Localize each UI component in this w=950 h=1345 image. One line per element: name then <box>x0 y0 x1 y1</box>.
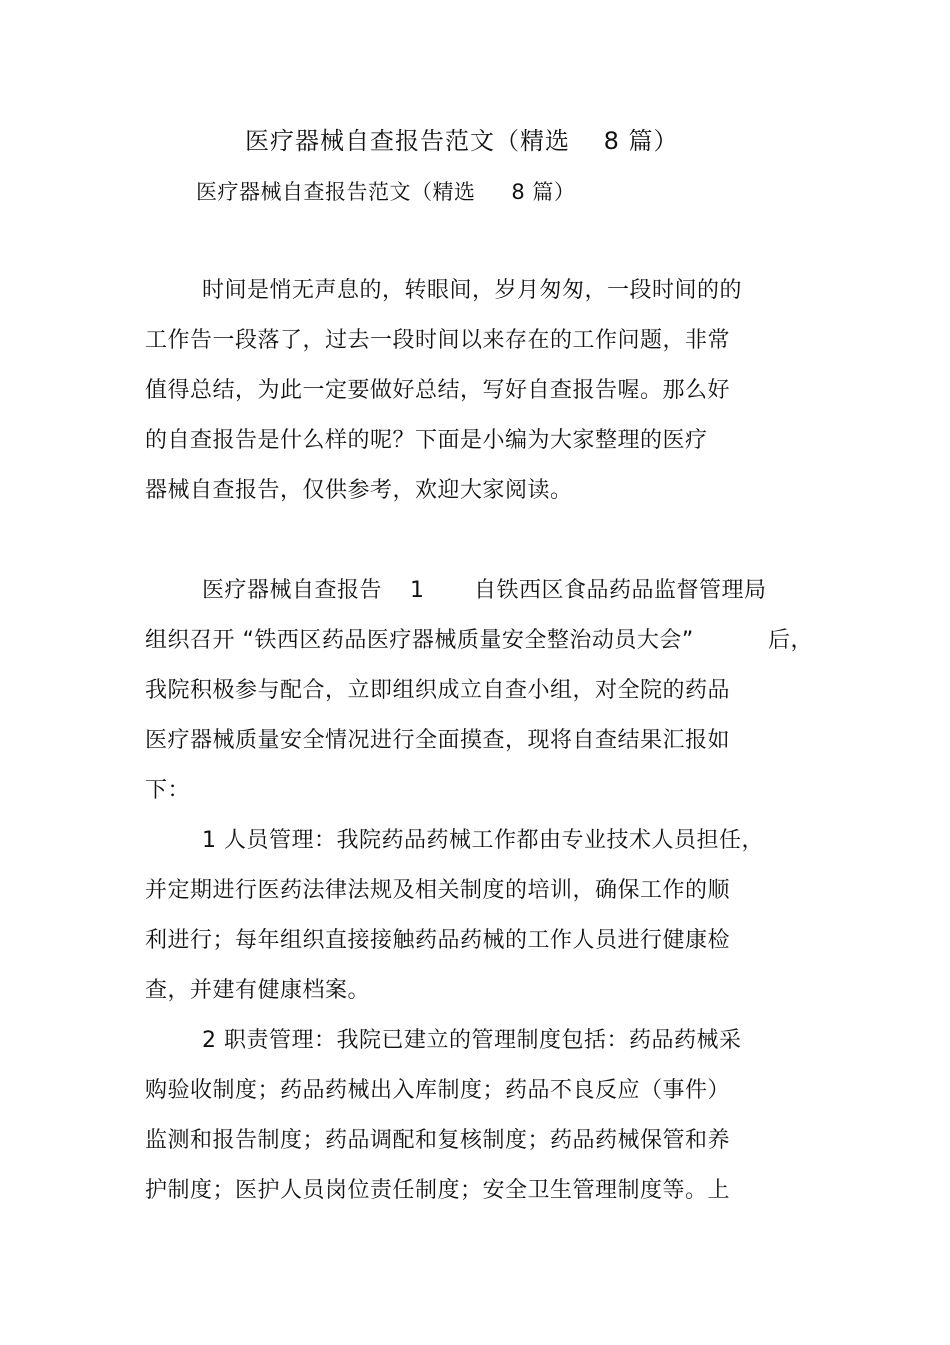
report1-line: 组织召开 “铁西区药品医疗器械质量安全整治动员大会” <box>145 628 694 653</box>
item2-line: 护制度；医护人员岗位责任制度；安全卫生管理制度等。上 <box>145 1178 731 1203</box>
report1-line: 我院积极参与配合，立即组织成立自查小组，对全院的药品 <box>145 678 731 703</box>
item1-line: 并定期进行医药法律法规及相关制度的培训，确保工作的顺 <box>145 878 731 903</box>
intro-line: 工作告一段落了，过去一段时间以来存在的工作问题，非常 <box>145 328 731 353</box>
report1-heading-text: 自铁西区食品药品监督管理局 <box>474 578 767 603</box>
item1-line: 1 人员管理：我院药品药械工作都由专业技术人员担任， <box>202 828 764 853</box>
intro-line: 时间是悄无声息的，转眼间，岁月匆匆，一段时间的的 <box>202 278 743 303</box>
intro-line: 值得总结，为此一定要做好总结，写好自查报告喔。那么好 <box>145 378 731 403</box>
item2-line: 2 职责管理：我院已建立的管理制度包括：药品药械采 <box>202 1028 742 1053</box>
item2-line: 购验收制度；药品药械出入库制度；药品不良反应（事件） <box>145 1078 731 1103</box>
item2-line: 监测和报告制度；药品调配和复核制度；药品药械保管和养 <box>145 1128 731 1153</box>
report1-heading-number: 1 <box>410 578 425 603</box>
report1-heading-label: 医疗器械自查报告 <box>202 578 383 603</box>
document-title: 医疗器械自查报告范文（精选 8 篇） <box>245 127 679 155</box>
item1-line: 查，并建有健康档案。 <box>145 978 371 1003</box>
intro-line: 的自查报告是什么样的呢？下面是小编为大家整理的医疗 <box>145 428 708 453</box>
intro-line: 器械自查报告，仅供参考，欢迎大家阅读。 <box>145 478 573 503</box>
document-subtitle: 医疗器械自查报告范文（精选 8 篇） <box>196 180 576 204</box>
report1-line-tail: 后， <box>768 628 814 653</box>
report1-line: 医疗器械质量安全情况进行全面摸查，现将自查结果汇报如 <box>145 728 731 753</box>
item1-line: 利进行；每年组织直接接触药品药械的工作人员进行健康检 <box>145 928 731 953</box>
report1-line: 下： <box>145 778 191 803</box>
